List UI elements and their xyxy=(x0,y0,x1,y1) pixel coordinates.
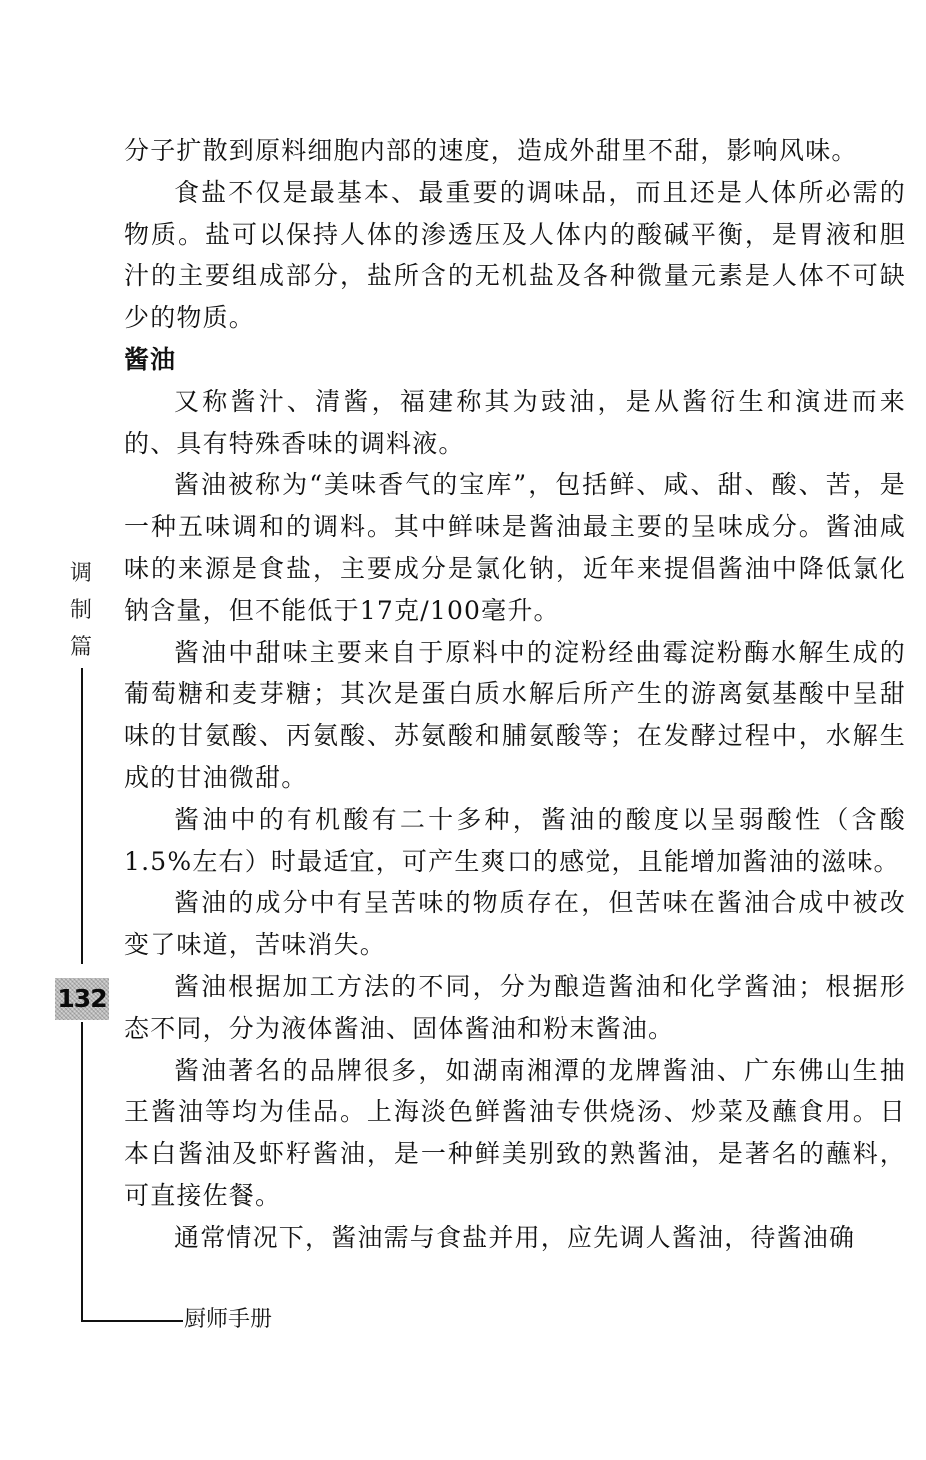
paragraph-8: 酱油根据加工方法的不同，分为酿造酱油和化学酱油；根据形态不同，分为液体酱油、固体酱油和粉末酱油。 xyxy=(124,971,906,1043)
paragraph-9: 酱油著名的品牌很多，如湖南湘潭的龙牌酱油、广东佛山生抽王酱油等均为佳品。上海淡色鲜酱油专供烧汤、炒菜及蘸食用。日本白酱油及虾籽酱油，是一种鲜美别致的熟酱油，是著名的蘸料，可直接佐餐。 xyxy=(124,1055,906,1210)
paragraph-2: 食盐不仅是最基本、最重要的调味品，而且还是人体所必需的物质。盐可以保持人体的渗透压及人体内的酸碱平衡，是胃液和胆汁的主要组成部分，盐所含的无机盐及各种微量元素是人体不可缺少的物质。 xyxy=(124,177,906,333)
paragraph-7: 酱油的成分中有呈苦味的物质存在，但苦味在酱油合成中被改变了味道，苦味消失。 xyxy=(124,888,906,960)
paragraph-10: 通常情况下，酱油需与食盐并用，应先调人酱油，待酱油确 xyxy=(174,1222,856,1252)
paragraph-1: 分子扩散到原料细胞内部的速度，造成外甜里不甜，影响风味。 xyxy=(124,136,858,165)
side-label-char: 篇 xyxy=(69,635,92,660)
side-label-char: 制 xyxy=(69,598,92,623)
section-heading: 酱油 xyxy=(124,344,177,374)
margin-rule-bottom xyxy=(81,1022,83,1322)
margin-rule-top xyxy=(81,668,83,964)
footer-rule xyxy=(81,1320,183,1322)
paragraph-6: 酱油中的有机酸有二十多种，酱油的酸度以呈弱酸性（含酸1.5%左右）时最适宜，可产生爽口的感觉，且能增加酱油的滋味。 xyxy=(124,804,906,876)
side-label-char: 调 xyxy=(69,561,92,586)
paragraph-3: 又称酱汁、清酱，福建称其为豉油，是从酱衍生和演进而来的、具有特殊香味的调料液。 xyxy=(124,386,906,458)
body-text xyxy=(124,130,906,1259)
book-title: 厨师手册 xyxy=(184,1307,273,1332)
page-number: 132 xyxy=(55,978,109,1020)
chapter-side-label xyxy=(64,555,98,666)
paragraph-5: 酱油中甜味主要来自于原料中的淀粉经曲霉淀粉酶水解生成的葡萄糖和麦芽糖；其次是蛋白质水解后所产生的游离氨基酸中呈甜味的甘氨酸、丙氨酸、苏氨酸和脯氨酸等；在发酵过程中，水解生成的甘油微甜。 xyxy=(124,637,906,792)
paragraph-4: 酱油被称为“美味香气的宝库”，包括鲜、咸、甜、酸、苦，是一种五味调和的调料。其中鲜味是酱油最主要的呈味成分。酱油咸味的来源是食盐，主要成分是氯化钠，近年来提倡酱油中降低氯化钠含量，但不能低于17克/100毫升。 xyxy=(124,470,906,625)
